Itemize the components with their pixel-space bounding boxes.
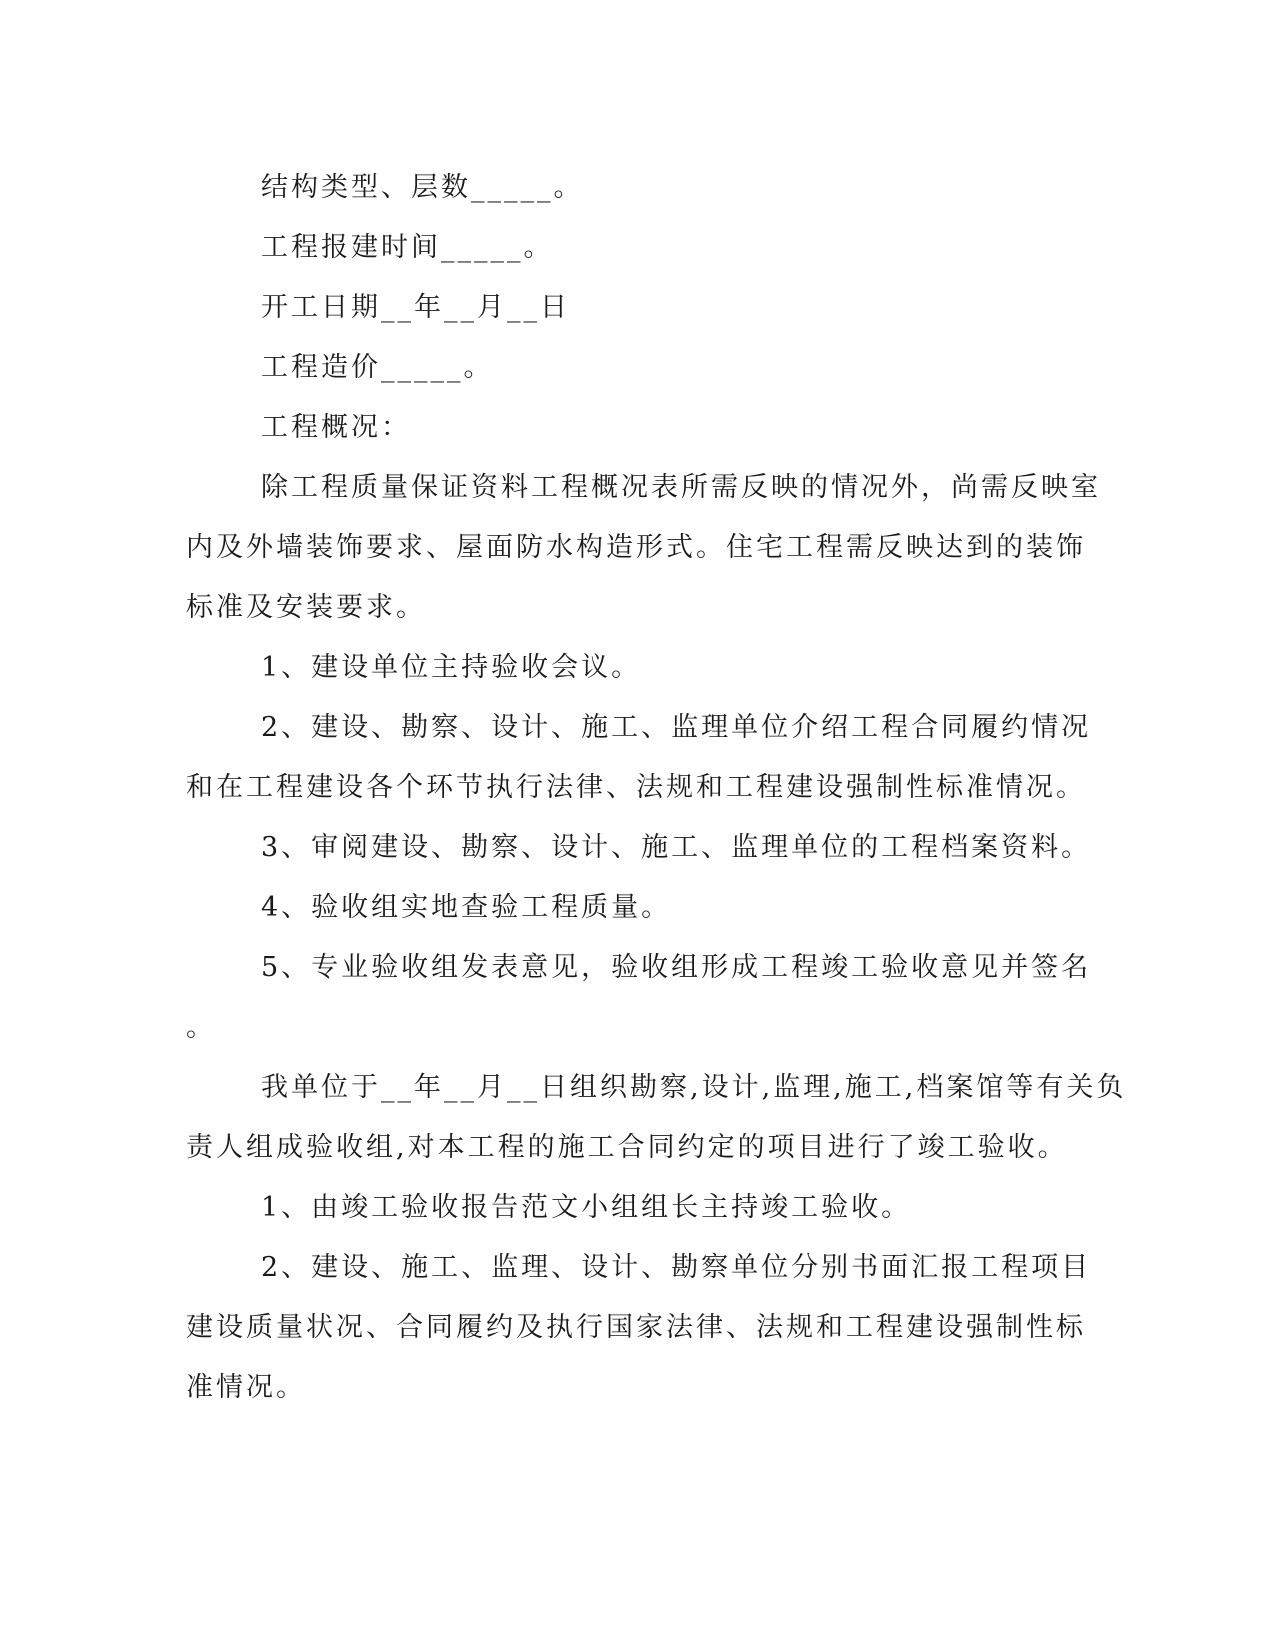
text-line: 开工日期__年__月__日 xyxy=(261,292,570,323)
text-line: 除工程质量保证资料工程概况表所需反映的情况外，尚需反映室 xyxy=(261,472,1101,503)
text-line: 4、验收组实地查验工程质量。 xyxy=(261,892,672,923)
text-line: 和在工程建设各个环节执行法律、法规和工程建设强制性标准情况。 xyxy=(186,772,1086,803)
text-line: 建设质量状况、合同履约及执行国家法律、法规和工程建设强制性标 xyxy=(186,1312,1086,1343)
text-line: 1、由竣工验收报告范文小组组长主持竣工验收。 xyxy=(261,1192,912,1223)
text-line: 2、建设、施工、监理、设计、勘察单位分别书面汇报工程项目 xyxy=(261,1252,1092,1283)
text-line: 工程概况： xyxy=(261,412,411,443)
text-line: 我单位于__年__月__日组织勘察,设计,监理,施工,档案馆等有关负 xyxy=(261,1072,1127,1103)
text-line: 工程报建时间_____。 xyxy=(261,232,554,263)
text-line: 3、审阅建设、勘察、设计、施工、监理单位的工程档案资料。 xyxy=(261,832,1092,863)
text-line: 结构类型、层数_____。 xyxy=(261,172,584,203)
text-line: 5、专业验收组发表意见，验收组形成工程竣工验收意见并签名 xyxy=(261,952,1092,983)
text-line: 工程造价_____。 xyxy=(261,352,494,383)
document-body xyxy=(186,158,1127,1418)
text-line: 2、建设、勘察、设计、施工、监理单位介绍工程合同履约情况 xyxy=(261,712,1092,743)
text-line: 标准及安装要求。 xyxy=(186,592,426,623)
text-line: 准情况。 xyxy=(186,1372,306,1403)
text-line: 。 xyxy=(186,1012,216,1043)
text-line: 责人组成验收组,对本工程的施工合同约定的项目进行了竣工验收。 xyxy=(186,1132,1068,1163)
text-line: 内及外墙装饰要求、屋面防水构造形式。住宅工程需反映达到的装饰 xyxy=(186,532,1086,563)
text-line: 1、建设单位主持验收会议。 xyxy=(261,652,642,683)
